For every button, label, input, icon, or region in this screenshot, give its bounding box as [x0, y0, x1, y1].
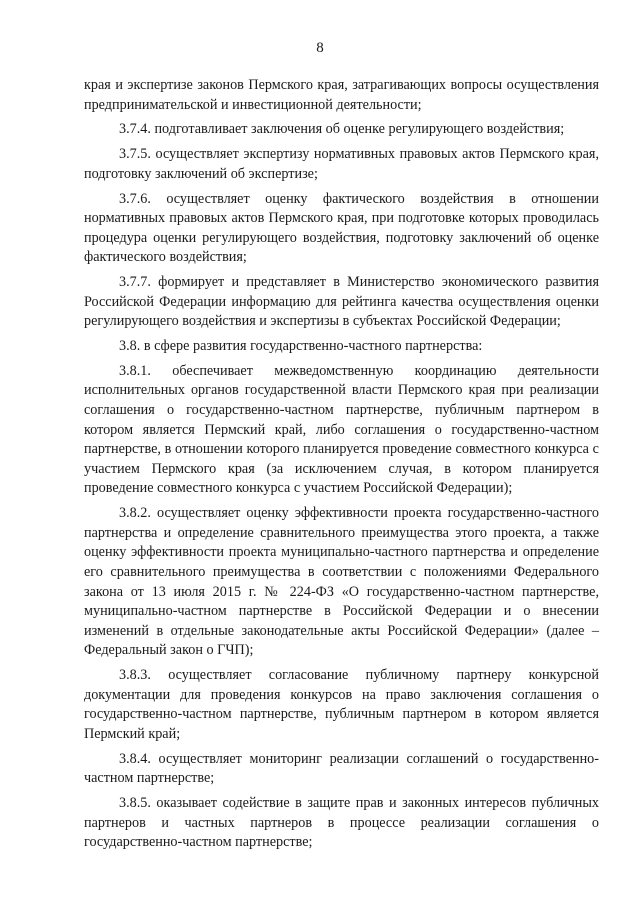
paragraph-3-8-5: 3.8.5. оказывает содействие в защите прав и законных интересов публичных партнеров и частных партнеров в процессе реализации соглашения о государственно-частном партнерстве;: [84, 795, 599, 851]
paragraph-3-7-7: 3.7.7. формирует и представляет в Министерство экономического развития Российской Федерации информацию для рейтинга качества осуществления оценки регулирующего воздействия и экспертизы в субъектах Российской Федерации;: [84, 274, 599, 330]
paragraph-3-7-4: 3.7.4. подготавливает заключения об оценке регулирующего воздействия;: [119, 121, 565, 138]
document-body: [84, 76, 599, 858]
paragraph-3-8-2: 3.8.2. осуществляет оценку эффективности проекта государственно-частного партнерства и определение сравнительного преимущества этого проекта, а также оценку эффективности проекта муниципально-частного партнерства и определение его сравнительного преимущества в соответствии с положениями Федерального закона от 13 июля 2015 г. № 224-ФЗ «О государственно-частном партнерстве, муниципально-частном партнерстве в Российской Федерации и о внесении изменений в отдельные законодательные акты Российской Федерации» (далее – Федеральный закон о ГЧП);: [84, 505, 599, 659]
paragraph-3-7-5: 3.7.5. осуществляет экспертизу нормативных правовых актов Пермского края, подготовку заключений об экспертизе;: [84, 146, 599, 182]
paragraph-3-8-3: 3.8.3. осуществляет согласование публичному партнеру конкурсной документации для проведения конкурсов на право заключения соглашения о государственно-частном партнерстве, публичным партнером в котором является Пермский край;: [84, 667, 599, 742]
paragraph-3-8-4: 3.8.4. осуществляет мониторинг реализации соглашений о государственно-частном партнерстве;: [84, 750, 599, 787]
paragraph-continuation: края и экспертизе законов Пермского края, затрагивающих вопросы осуществления предпринимательской и инвестиционной деятельности;: [84, 77, 599, 113]
paragraph-3-8: 3.8. в сфере развития государственно-частного партнерства:: [119, 338, 483, 355]
paragraph-3-7-6: 3.7.6. осуществляет оценку фактического воздействия в отношении нормативных правовых актов Пермского края, при подготовке которых проводилась процедура оценки регулирующего воздействия, подготовку заключений об оценке фактического воздействия;: [84, 190, 599, 266]
page-number: 8: [316, 40, 324, 56]
paragraph-3-8-1: 3.8.1. обеспечивает межведомственную координацию деятельности исполнительных органов государственной власти Пермского края при реализации соглашения о государственно-частном партнерстве, публичным партнером в котором является Пермский край, либо соглашения о государственно-частном партнерстве, в отношении которого планируется проведение совместного конкурса с участием Пермского края (за исключением случая, в котором планируется проведение совместного конкурса с участием Российской Федерации);: [84, 362, 599, 497]
